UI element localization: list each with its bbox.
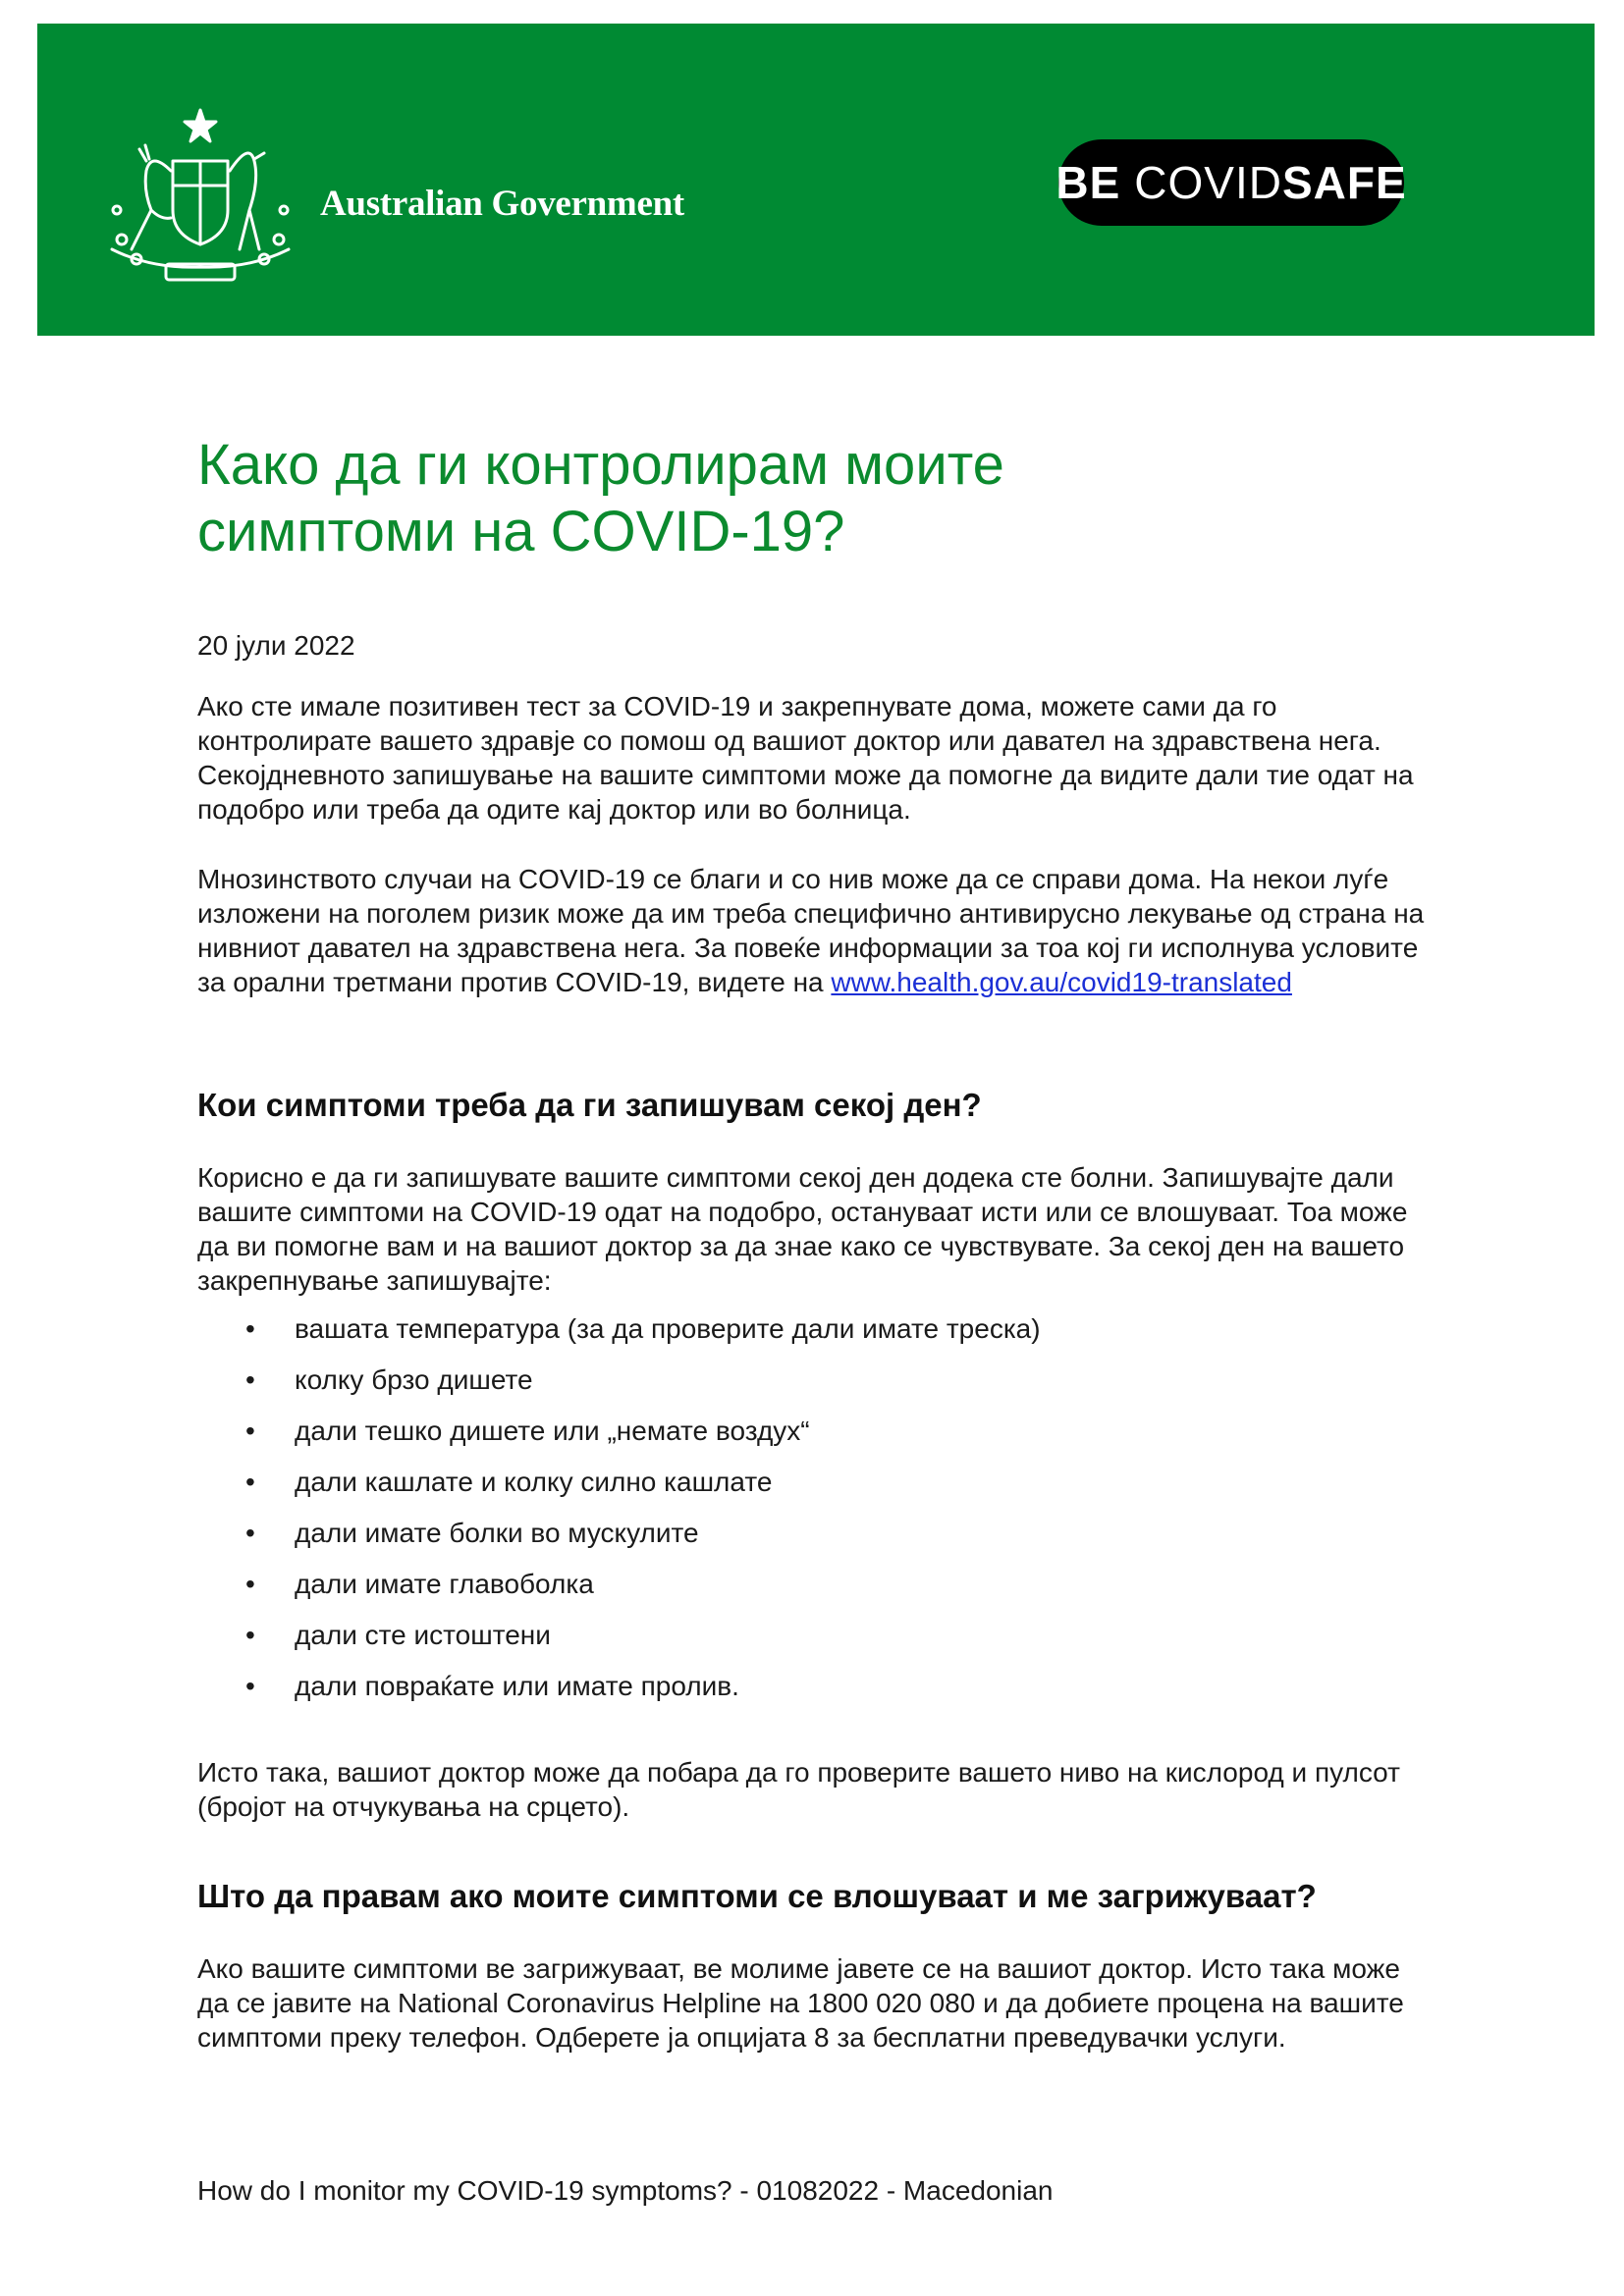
government-name: Australian Government [320, 184, 684, 224]
bullet-icon: • [245, 1518, 255, 1548]
header-banner [37, 24, 1595, 336]
health-link[interactable]: www.health.gov.au/covid19-translated [831, 967, 1292, 997]
list-item: • дали повраќате или имате пролив. [245, 1671, 739, 1701]
list-item: • дали имате главоболка [245, 1569, 594, 1599]
bullet-icon: • [245, 1569, 255, 1599]
bullet-icon: • [245, 1415, 255, 1446]
list-item: • вашата температура (за да проверите дали имате треска) [245, 1313, 1041, 1344]
page-title [197, 432, 1376, 565]
treatment-text: Мнозинството случаи на COVID-19 се благи и со нив може да се справи дома. На некои луѓе изложени на поголем ризик може да им треба специфично антивирусно лекување од страна на нивниот давател на здравствена нега. За повеќе информации за тоа кој ги исполнува условите за орални третмани против COVID-19, видете на [197, 864, 1425, 997]
title-line-1: Како да ги контролирам моите [197, 433, 1004, 497]
section-heading-symptoms: Кои симптоми треба да ги запишувам секој ден? [197, 1087, 982, 1123]
list-item: • дали имате болки во мускулите [245, 1518, 699, 1548]
list-item: • дали кашлате и колку силно кашлате [245, 1467, 773, 1497]
document-footer: How do I monitor my COVID-19 symptoms? - 01082022 - Macedonian [197, 2175, 1054, 2206]
bullet-icon: • [245, 1313, 255, 1344]
treatment-paragraph [197, 862, 1435, 999]
oxygen-paragraph: Исто така, вашиот доктор може да побара да го проверите вашето ниво на кислород и пулсот (бројот на отчукувања на срцето). [197, 1757, 1400, 1822]
symptoms-list [245, 1311, 1424, 1720]
intro-paragraph: Ако сте имале позитивен тест за COVID-19 и закрепнувате дома, можете сами да го контролирате вашето здравје со помош од вашиот доктор или давател на здравствена нега. Секојдневното запишување на вашите симптоми може да помогне да видите дали тие одат на подобро или треба да одите кај доктор или во болница. [197, 691, 1414, 825]
publish-date: 20 јули 2022 [197, 630, 355, 661]
badge-be: BE [1056, 157, 1121, 208]
list-item: • дали сте истоштени [245, 1620, 551, 1650]
list-item: • дали тешко дишете или „немате воздух“ [245, 1415, 810, 1446]
symptoms-paragraph: Корисно е да ги запишувате вашите симптоми секој ден додека сте болни. Запишувајте дали вашите симптоми на COVID-19 одат на подобро, остануваат исти или се влошуваат. Тоа може да ви помогне вам и на вашиот доктор за да знае како се чувствувате. За секој ден на вашето закрепнување запишувајте: [197, 1162, 1408, 1296]
bullet-icon: • [245, 1671, 255, 1701]
helpline-paragraph: Ако вашите симптоми ве загрижуваат, ве молиме јавете се на вашиот доктор. Исто така може да се јавите на National Coronavirus Helpline на 1800 020 080 и да добиете процена на вашите симптоми преку телефон. Одберете ја опцијата 8 за бесплатни преведувачки услуги. [197, 1953, 1404, 2053]
title-line-2: симптоми на COVID-19? [197, 500, 845, 563]
be-covidsafe-badge [1056, 139, 1407, 226]
list-item: • колку брзо дишете [245, 1364, 533, 1395]
bullet-icon: • [245, 1620, 255, 1650]
bullet-icon: • [245, 1364, 255, 1395]
section-heading-worsening: Што да правам ако моите симптоми се влошуваат и ме загрижуваат? [197, 1878, 1317, 1914]
badge-safe: SAFE [1281, 157, 1407, 208]
badge-covid: COVID [1134, 157, 1282, 208]
bullet-icon: • [245, 1467, 255, 1497]
coat-of-arms-icon [92, 102, 308, 289]
